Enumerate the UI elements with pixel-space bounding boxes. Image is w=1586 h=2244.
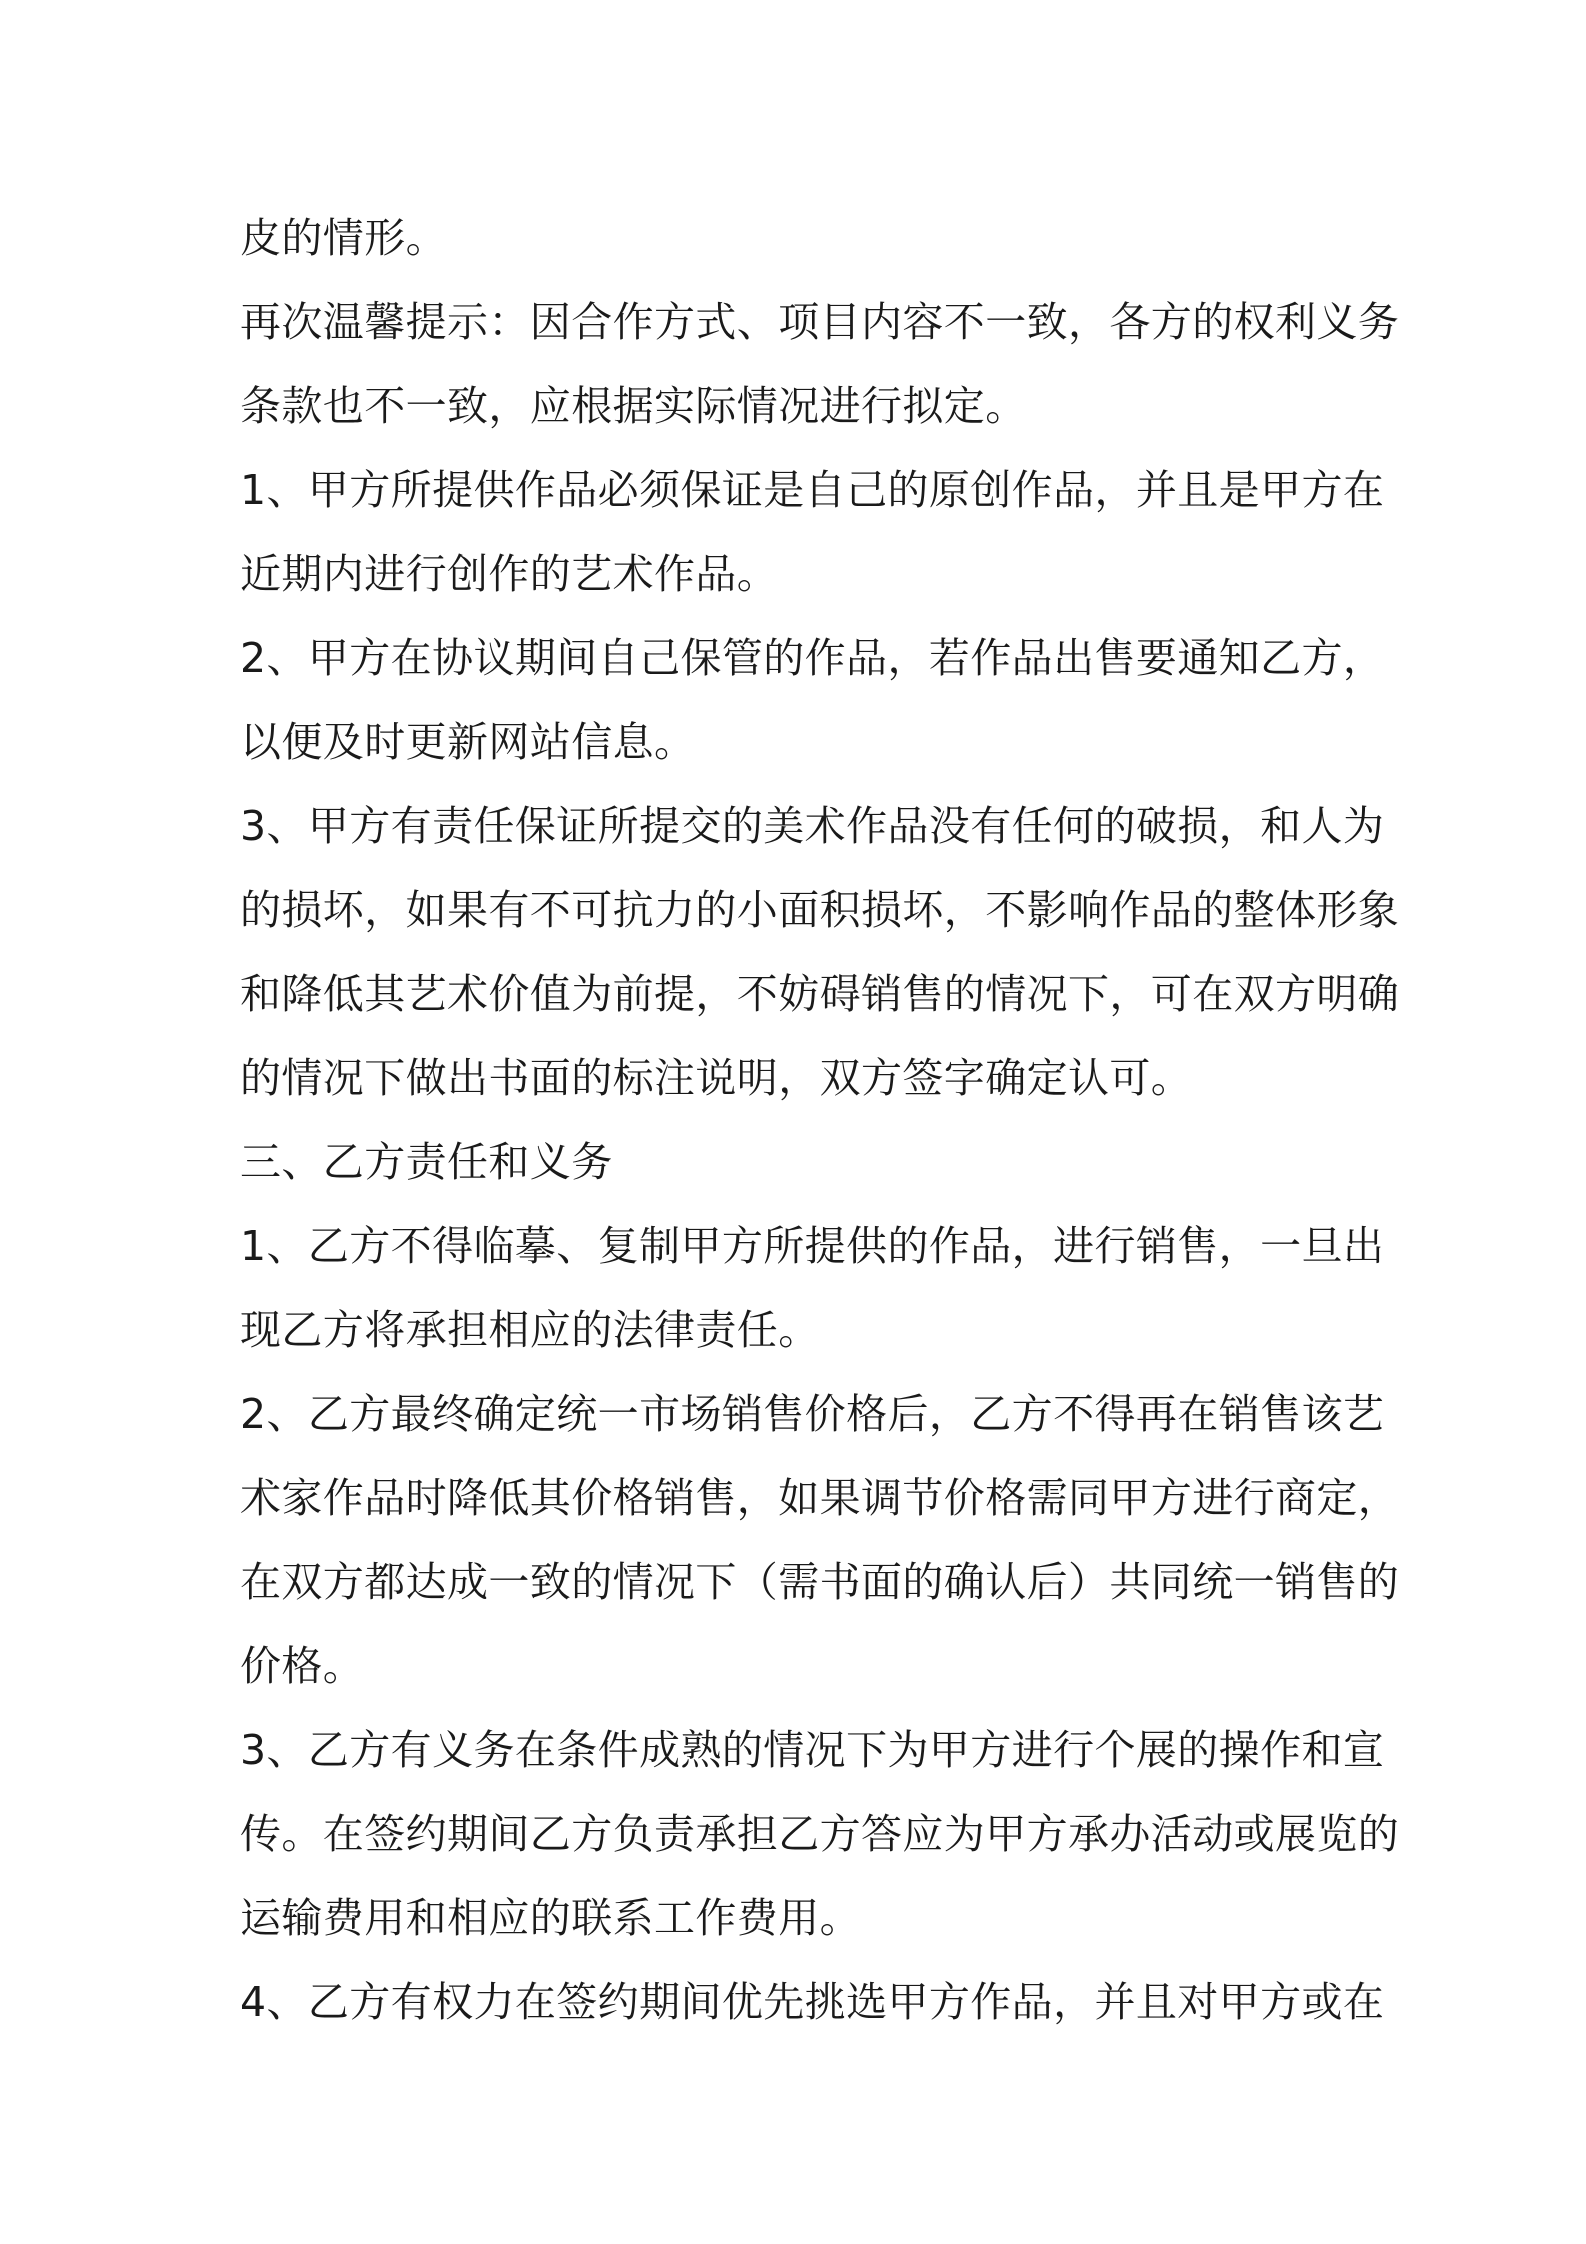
paragraph-line: 条款也不一致，应根据实际情况进行拟定。 (240, 382, 1027, 430)
paragraph-line: 和降低其艺术价值为前提，不妨碍销售的情况下，可在双方明确 (240, 970, 1400, 1018)
section-heading: 三、乙方责任和义务 (240, 1138, 613, 1186)
paragraph-line: 在双方都达成一致的情况下（需书面的确认后）共同统一销售的 (240, 1558, 1400, 1606)
paragraph-line: 以便及时更新网站信息。 (240, 718, 696, 766)
paragraph-line: 皮的情形。 (240, 214, 447, 262)
paragraph-line: 现乙方将承担相应的法律责任。 (240, 1306, 820, 1354)
document-body (240, 196, 1400, 2044)
paragraph-line: 2、乙方最终确定统一市场销售价格后，乙方不得再在销售该艺 (240, 1390, 1385, 1438)
paragraph-line: 3、甲方有责任保证所提交的美术作品没有任何的破损，和人为 (240, 802, 1385, 850)
paragraph-line: 的损坏，如果有不可抗力的小面积损坏，不影响作品的整体形象 (240, 886, 1400, 934)
paragraph-line: 1、甲方所提供作品必须保证是自己的原创作品，并且是甲方在 (240, 466, 1385, 514)
paragraph-line: 传。在签约期间乙方负责承担乙方答应为甲方承办活动或展览的 (240, 1810, 1400, 1858)
paragraph-line: 1、乙方不得临摹、复制甲方所提供的作品，进行销售，一旦出 (240, 1222, 1385, 1270)
paragraph-line: 运输费用和相应的联系工作费用。 (240, 1894, 861, 1942)
paragraph-line: 术家作品时降低其价格销售，如果调节价格需同甲方进行商定， (240, 1474, 1400, 1522)
paragraph-line: 4、乙方有权力在签约期间优先挑选甲方作品，并且对甲方或在 (240, 1978, 1385, 2026)
paragraph-line: 的情况下做出书面的标注说明，双方签字确定认可。 (240, 1054, 1193, 1102)
paragraph-line: 3、乙方有义务在条件成熟的情况下为甲方进行个展的操作和宣 (240, 1726, 1385, 1774)
paragraph-line: 2、甲方在协议期间自己保管的作品，若作品出售要通知乙方， (240, 634, 1385, 682)
paragraph-line: 价格。 (240, 1642, 365, 1690)
paragraph-line: 再次温馨提示：因合作方式、项目内容不一致，各方的权利义务 (240, 298, 1400, 346)
paragraph-line: 近期内进行创作的艺术作品。 (240, 550, 779, 598)
